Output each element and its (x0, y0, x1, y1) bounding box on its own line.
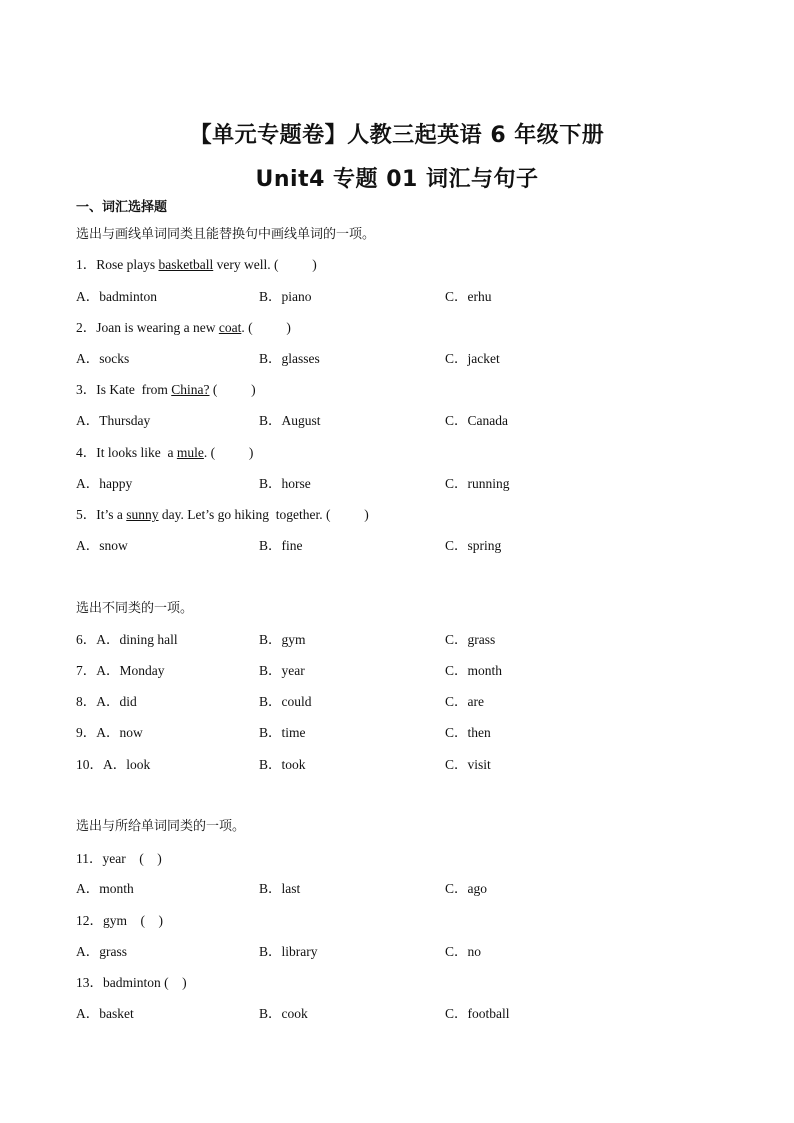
question-4: 4．It looks like a mule. ( ) (76, 445, 254, 460)
option-c: C．then (445, 725, 491, 740)
option-a: A．snow (76, 538, 128, 553)
option-c: C．ago (445, 881, 487, 896)
question-10: 10．A．look (76, 757, 151, 772)
option-c: C．spring (445, 538, 502, 553)
instruction-1: 选出与画线单词同类且能替换句中画线单词的一项。 (76, 227, 376, 242)
option-b: B．August (259, 413, 321, 428)
option-c: C．erhu (445, 289, 492, 304)
underlined-word: sunny (126, 507, 159, 522)
option-b: B．piano (259, 289, 312, 304)
section-heading: 一、词汇选择题 (76, 200, 168, 215)
underlined-word: mule (176, 445, 204, 460)
option-c: C．Canada (445, 413, 508, 428)
option-c: C．football (445, 1006, 510, 1021)
option-a: A．socks (76, 351, 130, 366)
option-c: C．grass (445, 632, 496, 647)
option-b: B．cook (259, 1006, 308, 1021)
option-a: A．month (76, 881, 134, 896)
question-13: 13．badminton ( ) (76, 975, 187, 990)
option-a: A．badminton (76, 289, 157, 304)
option-a: A．happy (76, 476, 133, 491)
option-c: C．running (445, 476, 510, 491)
question-5: 5．It’s a sunny day. Let’s go hiking together. ( ) (76, 507, 369, 522)
question-8: 8．A．did (76, 694, 137, 709)
option-b: B．took (259, 757, 306, 772)
instruction-3: 选出与所给单词同类的一项。 (76, 819, 246, 834)
question-7: 7．A．Monday (76, 663, 165, 678)
option-b: B．year (259, 663, 305, 678)
option-b: B．could (259, 694, 312, 709)
option-a: A．grass (76, 944, 127, 959)
question-6: 6．A．dining hall (76, 632, 178, 647)
question-11: 11．year ( ) (76, 851, 162, 866)
option-a: A．basket (76, 1006, 134, 1021)
option-a: A．Thursday (76, 413, 151, 428)
option-c: C．are (445, 694, 484, 709)
underlined-word: China? (171, 382, 210, 397)
underlined-word: coat (218, 320, 242, 335)
option-b: B．horse (259, 476, 311, 491)
underlined-word: basketball (158, 257, 214, 272)
page-subtitle: Unit4 专题 01 词汇与句子 (255, 167, 539, 192)
option-c: C．visit (445, 757, 491, 772)
instruction-2: 选出不同类的一项。 (76, 601, 194, 616)
question-9: 9．A．now (76, 725, 143, 740)
question-12: 12．gym ( ) (76, 913, 163, 928)
option-c: C．month (445, 663, 503, 678)
option-c: C．jacket (445, 351, 500, 366)
option-b: B．library (259, 944, 318, 959)
option-b: B．fine (259, 538, 303, 553)
option-b: B．time (259, 725, 306, 740)
question-3: 3．Is Kate from China? ( ) (76, 382, 256, 397)
option-b: B．gym (259, 632, 306, 647)
question-2: 2．Joan is wearing a new coat. ( ) (76, 320, 291, 335)
option-c: C．no (445, 944, 482, 959)
option-b: B．glasses (259, 351, 320, 366)
question-1: 1．Rose plays basketball very well. ( ) (76, 257, 317, 272)
page-title: 【单元专题卷】人教三起英语 6 年级下册 (189, 123, 605, 148)
option-b: B．last (259, 881, 301, 896)
